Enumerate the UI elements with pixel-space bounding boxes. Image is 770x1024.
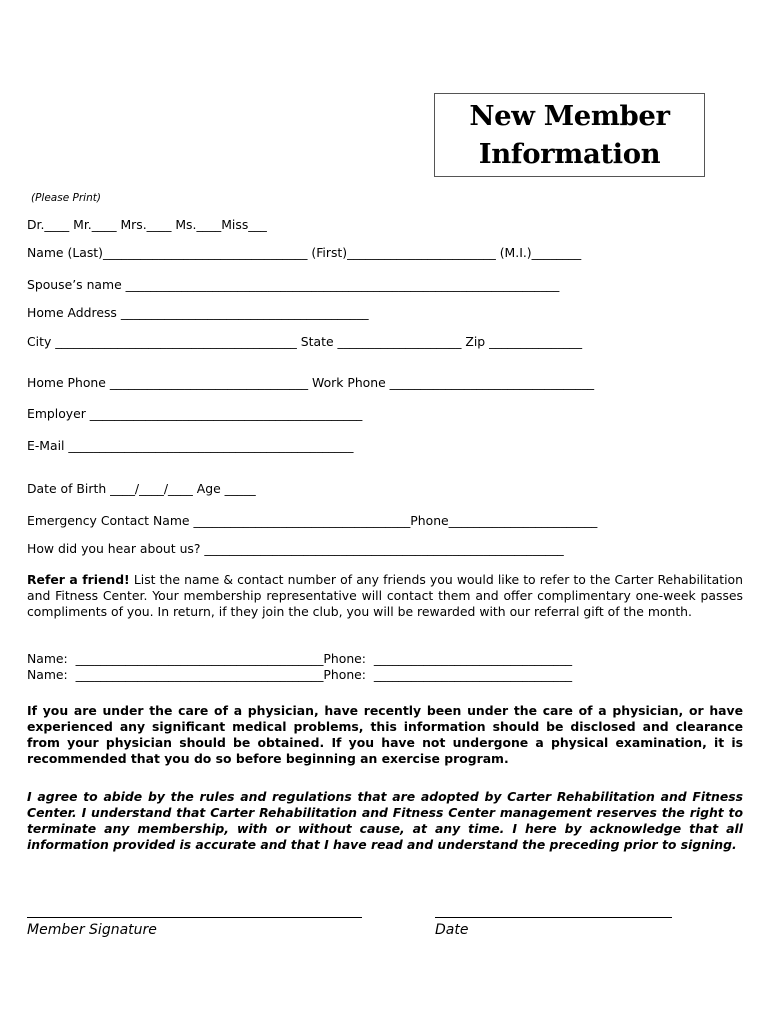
refer-a-friend-paragraph [27, 572, 743, 620]
home-address-field[interactable]: Home Address ________________________________________ [27, 305, 369, 320]
date-line[interactable] [435, 917, 672, 918]
member-signature-line[interactable] [27, 917, 362, 918]
please-print-note: (Please Print) [31, 192, 101, 204]
referral-line-1[interactable]: Name: ________________________________________Phone: ________________________________ [27, 651, 573, 666]
phone-fields[interactable]: Home Phone ________________________________ Work Phone _________________________________ [27, 375, 595, 390]
city-state-zip-field[interactable]: City _______________________________________ State ____________________ Zip _______________ [27, 334, 583, 349]
medical-notice: If you are under the care of a physician, have recently been under the care of a physician, or have experienced any significant medical problems, this information should be disclosed and clearance from your physician should be obtained. If you have not undergone a physical examination, it is recommended that you do so before beginning an exercise program. [27, 703, 743, 766]
form-title-line2: Information [478, 138, 661, 170]
name-field[interactable]: Name (Last)_________________________________ (First)________________________ (M.I.)________ [27, 245, 582, 260]
dob-age-field[interactable]: Date of Birth ____/____/____ Age _____ [27, 481, 256, 496]
refer-a-friend-text: List the name & contact number of any friends you would like to refer to the Carter Rehabilitation and Fitness Center. Your membership representative will contact them and offer complimentary one-week passes compliments of you. In return, if they join the club, you will be rewarded with our referral gift of the month. [27, 572, 743, 619]
refer-a-friend-heading: Refer a friend! [27, 572, 130, 587]
emergency-contact-field[interactable]: Emergency Contact Name ___________________________________Phone________________________ [27, 513, 598, 528]
hear-about-field[interactable]: How did you hear about us? __________________________________________________________ [27, 541, 564, 556]
form-title-line1: New Member [469, 100, 670, 132]
salutation-field[interactable]: Dr.____ Mr.____ Mrs.____ Ms.____Miss___ [27, 217, 267, 232]
referral-line-2[interactable]: Name: ________________________________________Phone: ________________________________ [27, 667, 573, 682]
form-title-box [434, 93, 705, 177]
spouse-name-field[interactable]: Spouse’s name ______________________________________________________________________ [27, 277, 560, 292]
date-label: Date [435, 922, 469, 938]
email-field[interactable]: E-Mail ______________________________________________ [27, 438, 354, 453]
agreement-statement: I agree to abide by the rules and regulations that are adopted by Carter Rehabilitation and Fitness Center. I understand that Carter Rehabilitation and Fitness Center management reserves the right to terminate any membership, with or without cause, at any time. I here by acknowledge that all information provided is accurate and that I have read and understand the preceding prior to signing. [27, 789, 743, 852]
employer-field[interactable]: Employer ____________________________________________ [27, 406, 363, 421]
member-signature-label: Member Signature [27, 922, 157, 938]
